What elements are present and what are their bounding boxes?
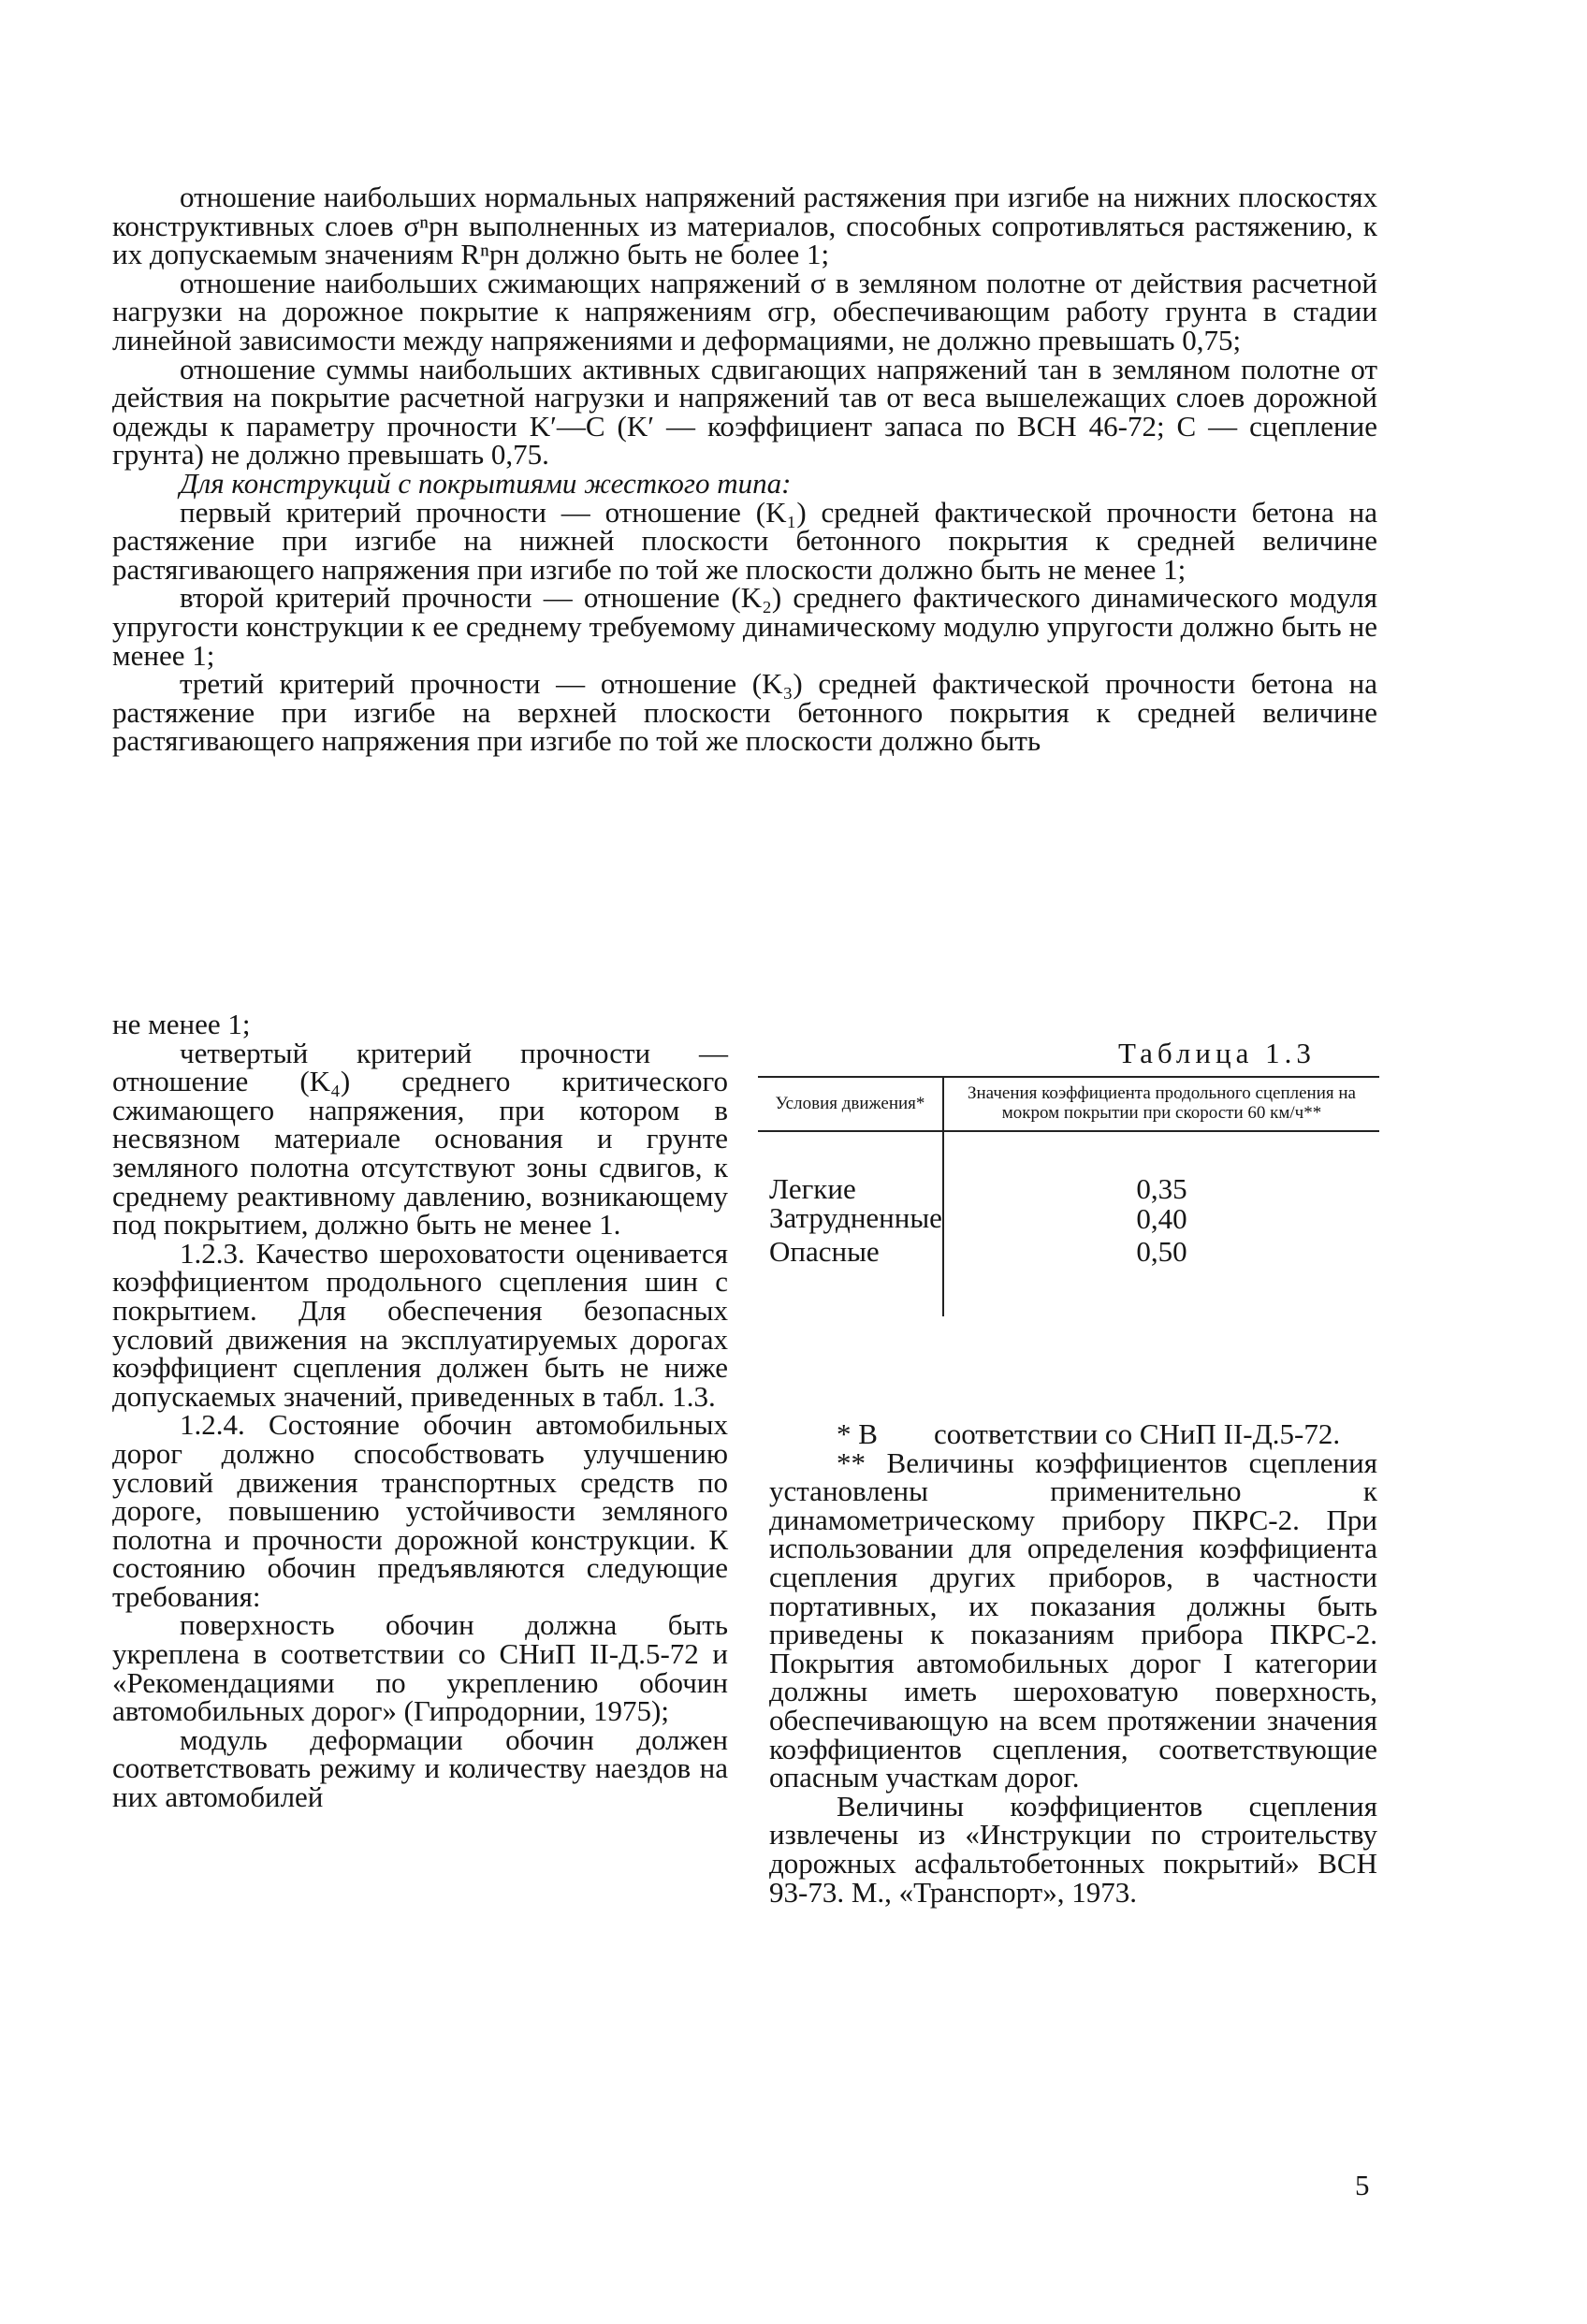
paragraph-compressive-stress: отношение наибольших сжимающих напряжений σ в земляном полотне от действия расчетной нагрузки на дорожное покрытие к напряжениям σгр, обеспечивающим работу грунта в стадии линейной зависимости между напряжениями и деформациями, не должно превышать 0,75;	[112, 266, 1377, 356]
footnote-1-text: соответствии со СНиП II-Д.5-72.	[933, 1417, 1341, 1450]
full-width-text-block	[112, 183, 1377, 756]
table-cell-condition: Опасные	[758, 1234, 943, 1316]
paragraph-normal-stress: отношение наибольших нормальных напряжений растяжения при изгибе на нижних плоскостях конструктивных слоев σⁿрн выполненных из материалов, способных сопротивляться растяжению, к их допускаемым значениям Rⁿрн должно быть не более 1;	[112, 181, 1377, 271]
table-cell-value: 0,40	[1136, 1202, 1187, 1235]
paragraph-criterion-1: первый критерий прочности — отношение (K₁) средней фактической прочности бетона на растяжение при изгибе на нижней плоскости бетонного покрытия к средней величине растягивающего напряжения при изгибе по той же плоскости должно быть не менее 1;	[112, 495, 1377, 586]
table-cell-value: 0,50	[1136, 1235, 1187, 1268]
table-caption: Таблица 1.3	[1118, 1037, 1316, 1069]
paragraph-criterion-3-end: не менее 1;	[112, 1008, 251, 1040]
table-cell-value: 0,35	[1136, 1172, 1187, 1205]
paragraph-criterion-2: второй критерий прочности — отношение (K₂) среднего фактического динамического модуля упругости конструкции к ее среднему требуемому динамическому модулю упругости должно быть не менее 1;	[112, 581, 1377, 672]
page-number: 5	[1355, 2169, 1370, 2201]
footnote-3: Величины коэффициентов сцепления извлечены из «Инструкции по строительству дорожных асфальтобетонных покрытий» ВСН 93-73. М., «Транспорт», 1973.	[769, 1789, 1377, 1909]
paragraph-1-2-3: 1.2.3. Качество шероховатости оценивается коэффициентом продольного сцепления шин с покрытием. Для обеспечения безопасных условий движения на эксплуатируемых дорогах коэффициент сцепления должен быть не ниже допускаемых значений, приведенных в табл. 1.3.	[112, 1236, 728, 1413]
footnote-1-marker: * В	[837, 1417, 878, 1450]
right-column-footnotes	[769, 1417, 1377, 1909]
paragraph-shoulder-surface: поверхность обочин должна быть укреплена в соответствии со СНиП II-Д.5-72 и «Рекомендациями по укреплению обочин автомобильных дорог» (Гипродорнии, 1975);	[112, 1608, 728, 1728]
table-cell-condition: Затрудненные	[758, 1204, 943, 1234]
footnote-2: ** Величины коэффициентов сцепления установлены применительно к динамометрическому прибору ПКРС-2. При использовании для определения коэффициента сцепления других приборов, в частности портативных, их показания должны быть приведены к показаниям прибора ПКРС-2. Покрытия автомобильных дорог I категории должны иметь шероховатую поверхность, обеспечивающую на всем протяжении значения коэффициентов сцепления, соответствующие опасным участкам дорог.	[769, 1445, 1377, 1794]
table-row	[758, 1234, 1379, 1316]
paragraph-criterion-3: третий критерий прочности — отношение (K₃) средней фактической прочности бетона на растяжение при изгибе на верхней плоскости бетонного покрытия к средней величине растягивающего напряжения при изгибе по той же плоскости должно быть	[112, 667, 1377, 758]
left-column	[112, 1010, 728, 1812]
paragraph-criterion-4: четвертый критерий прочности — отношение (K₄) среднего критического сжимающего напряжения, при котором в несвязном материале основания и грунте земляного полотна отсутствуют зоны сдвигов, к среднему реактивному давлению, возникающему под покрытием, должно быть не менее 1.	[112, 1036, 728, 1242]
table-header-conditions: Условия движения*	[758, 1077, 943, 1131]
table-row	[758, 1204, 1379, 1234]
paragraph-1-2-4: 1.2.4. Состояние обочин автомобильных дорог должно способствовать улучшению условий движения транспортных средств по дороге, повышению устойчивости земляного полотна и прочности дорожной конструкции. К состоянию обочин предъявляются следующие требования:	[112, 1408, 728, 1613]
table-header-values: Значения коэффициента продольного сцепления на мокром покрытии при скорости 60 км/ч**	[943, 1077, 1379, 1131]
table-header-row	[758, 1077, 1379, 1131]
paragraph-shoulder-modulus: модуль деформации обочин должен соответствовать режиму и количеству наездов на них автомобилей	[112, 1722, 728, 1814]
table-cell-condition: Легкие	[758, 1131, 943, 1204]
table-row	[758, 1131, 1379, 1204]
footnote-1	[769, 1417, 1377, 1450]
paragraph-shear-stress: отношение суммы наибольших активных сдвигающих напряжений τан в земляном полотне от действия на покрытие расчетной нагрузки и напряжений τав от веса вышележащих слоев дорожной одежды к параметру прочности K′—C (K′ — коэффициент запаса по ВСН 46-72; C — сцепление грунта) не должно превышать 0,75.	[112, 352, 1377, 472]
rigid-pavement-heading: Для конструкций с покрытиями жесткого типа:	[180, 466, 792, 500]
adhesion-table	[758, 1076, 1379, 1316]
